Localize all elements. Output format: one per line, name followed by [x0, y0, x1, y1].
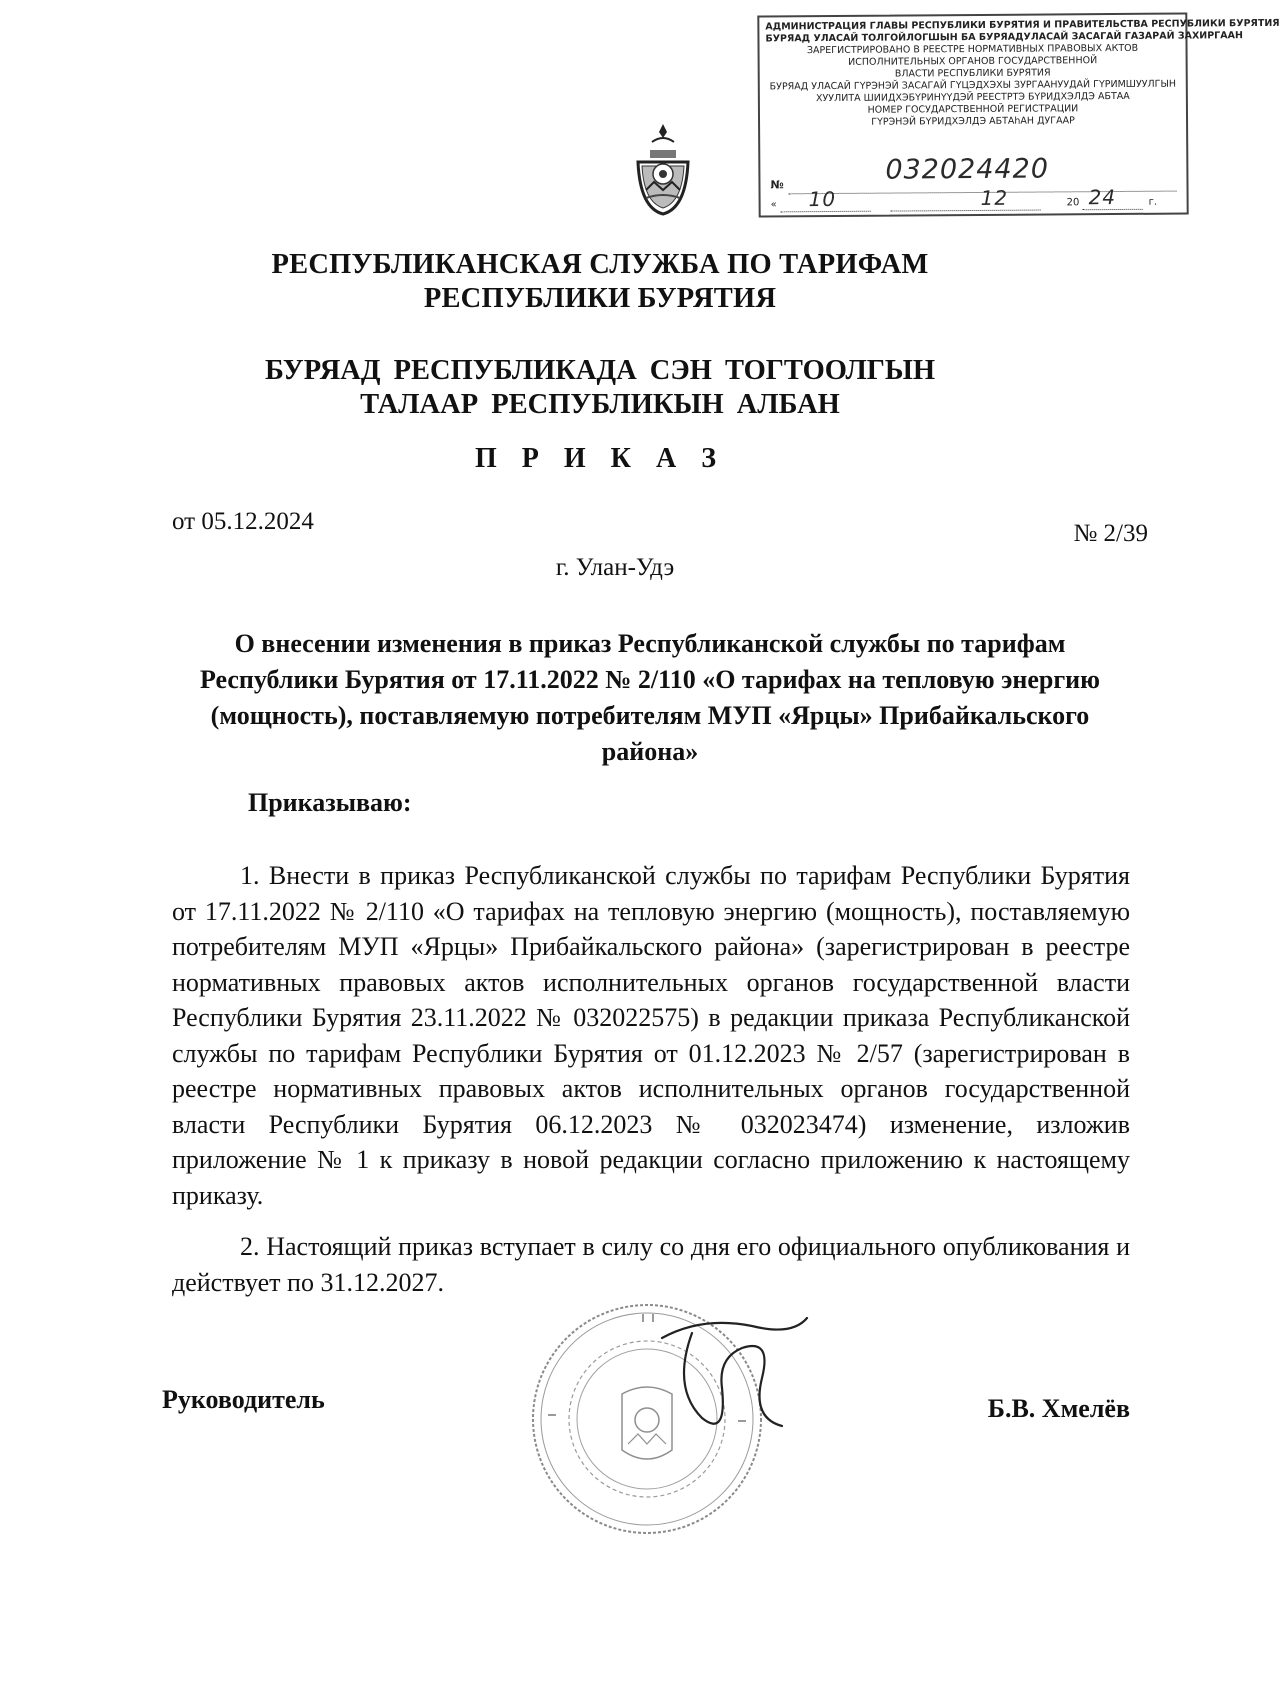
stamp-line: НОМЕР ГОСУДАРСТВЕННОЙ РЕГИСТРАЦИИ [867, 103, 1079, 116]
stamp-line: ГҮРЭНЭЙ БҮРИДХЭЛДЭ АБТАһАН ДУГААР [871, 115, 1075, 128]
stamp-line: ВЛАСТИ РЕСПУБЛИКИ БУРЯТИЯ [894, 67, 1051, 80]
stamp-date-month: 12 [980, 185, 1009, 210]
stamp-month-underline [891, 210, 1041, 212]
handwritten-signature [632, 1308, 832, 1448]
stamp-line: АДМИНИСТРАЦИЯ ГЛАВЫ РЕСПУБЛИКИ БУРЯТИЯ И ПРАВИТЕЛЬСТВА РЕСПУБЛИКИ БУРЯТИЯ [765, 17, 1280, 33]
document-type: П Р И К А З [475, 443, 725, 474]
order-word: Приказываю: [248, 788, 412, 817]
paragraph-2: 2. Настоящий приказ вступает в силу со дня его официального опубликования и действует по 31.12.2027. [172, 1232, 1130, 1297]
stamp-line: БУРЯАД УЛАСАЙ ТОЛГОЙЛОГШЫН БА БУРЯАДУЛАСАЙ ЗАСАГАЙ ГАЗАРАЙ ЗАХИРГААН [765, 30, 1243, 45]
stamp-line: ХУУЛИТА ШИИДХЭБҮРИНҮҮДЭЙ РЕЕСТРТЭ БҮРИДХЭЛДЭ АБТАА [815, 90, 1130, 105]
republic-emblem-icon [632, 122, 694, 220]
document-date: от 05.12.2024 [172, 508, 314, 535]
stamp-date-suffix: г. [1148, 196, 1158, 208]
organization-title-bua [0, 354, 1200, 422]
document-city: г. Улан-Удэ [555, 554, 675, 581]
stamp-date-open: « [770, 199, 777, 211]
stamp-year-underline [1083, 209, 1143, 210]
stamp-line: ЗАРЕГИСТРИРОВАНО В РЕЕСТРЕ НОРМАТИВНЫХ ПРАВОВЫХ АКТОВ [806, 42, 1139, 57]
organization-title-bua-text: БУРЯАД РЕСПУБЛИКАДА СЭН ТОГТООЛГЫН ТАЛААР РЕСПУБЛИКЫН АЛБАН [264, 355, 936, 420]
organization-title-ru-text: РЕСПУБЛИКАНСКАЯ СЛУЖБА ПО ТАРИФАМ РЕСПУБЛИКИ БУРЯТИЯ [271, 249, 929, 314]
stamp-line: ИСПОЛНИТЕЛЬНЫХ ОРГАНОВ ГОСУДАРСТВЕННОЙ [848, 55, 1098, 68]
stamp-date-underline [781, 211, 871, 213]
stamp-number-sign: № [770, 178, 784, 192]
stamp-date-year-prefix: 20 [1066, 197, 1080, 209]
stamp-registration-number: 032024420 [885, 153, 1050, 186]
stamp-date-year: 24 [1088, 185, 1117, 210]
document-subject: О внесении изменения в приказ Республиканской службы по тарифам Республики Бурятия от 17.11.2022 № 2/110 «О тарифах на тепловую энергию (мощность), поставляемую потребителям МУП «Ярцы» Прибайкальского района» [199, 629, 1101, 766]
document-number: № 2/39 [1073, 520, 1148, 547]
organization-title-ru [0, 248, 1200, 316]
paragraph-1: 1. Внести в приказ Республиканской службы по тарифам Республики Бурятия от 17.11.2022 № 2/110 «О тарифах на тепловую энергию (мощность), поставляемую потребителям МУП «Ярцы» Прибайкальского района» (зарегистрирован в реестре нормативных правовых актов исполнительных органов государственной власти Республики Бурятия 23.11.2022 № 032022575) в редакции приказа Республиканской службы по тарифам Республики Бурятия от 01.12.2023 № 2/57 (зарегистрирован в реестре нормативных правовых актов исполнительных органов государственной власти Республики Бурятия 06.12.2023 № 032023474) изменение, изложив приложение № 1 к приказу в новой редакции согласно приложению к настоящему приказу. [172, 861, 1130, 1210]
signatory-name: Б.В. Хмелёв [987, 1394, 1130, 1423]
stamp-date-day: 10 [808, 186, 837, 212]
registration-stamp [757, 13, 1280, 218]
stamp-line: БУРЯАД УЛАСАЙ ГҮРЭНЭЙ ЗАСАГАЙ ГҮЦЭДХЭХЫ ЗУРГААНУУДАЙ ГҮРИМШУУЛГЫН [769, 78, 1176, 93]
signatory-role: Руководитель [162, 1385, 325, 1414]
